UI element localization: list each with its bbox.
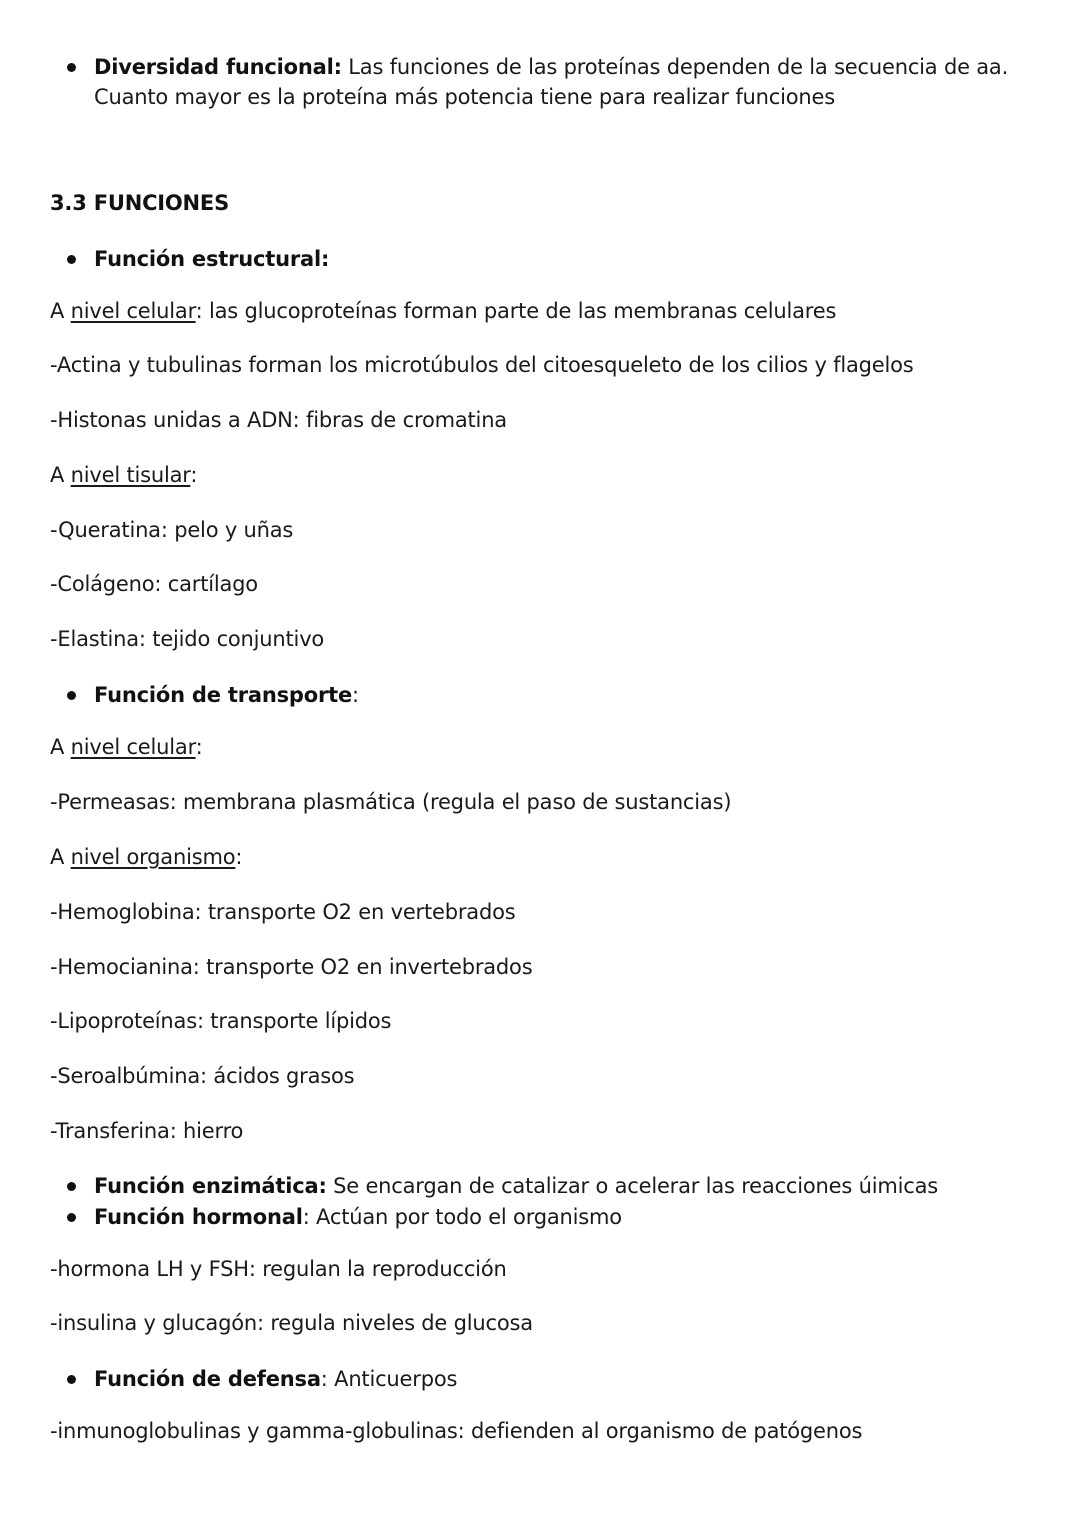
enzimatica-line	[94, 1171, 938, 1201]
transporte-organismo-line	[50, 842, 242, 872]
hormonal-label: Función hormonal	[94, 1205, 303, 1229]
hormonal-text: : Actúan por todo el organismo	[302, 1205, 622, 1229]
colon-text: :	[352, 683, 359, 707]
nivel-organismo-underlined: nivel organismo	[70, 845, 236, 869]
celular-text: : las glucoproteínas forman parte de las membranas celulares	[195, 299, 837, 323]
transporte-heading	[94, 680, 359, 710]
colon-text: :	[235, 845, 243, 869]
transporte-line-6: -Transferina: hierro	[50, 1119, 244, 1143]
section-title: 3.3 FUNCIONES	[50, 191, 230, 215]
nivel-celular-underlined: nivel celular	[70, 735, 196, 759]
bullet-dot	[67, 63, 76, 72]
bullet-dot	[67, 1182, 76, 1191]
colon-text: :	[190, 463, 198, 487]
prefix-text: A	[50, 299, 71, 323]
diversidad-text-continued: Cuanto mayor es la proteína más potencia tiene para realizar funciones	[94, 85, 835, 109]
bullet-dot	[67, 1213, 76, 1222]
estructural-label: Función estructural:	[94, 247, 330, 271]
prefix-text: A	[50, 735, 71, 759]
colon-text: :	[195, 735, 203, 759]
estructural-line-3: -Queratina: pelo y uñas	[50, 518, 294, 542]
estructural-tisular-line	[50, 460, 197, 490]
bullet-dot	[67, 691, 76, 700]
transporte-line-2: -Hemoglobina: transporte O2 en vertebrados	[50, 900, 516, 924]
enzimatica-text: Se encargan de catalizar o acelerar las reacciones úimicas	[326, 1174, 938, 1198]
estructural-line-2: -Histonas unidas a ADN: fibras de cromatina	[50, 408, 507, 432]
estructural-line-5: -Elastina: tejido conjuntivo	[50, 627, 325, 651]
nivel-celular-underlined: nivel celular	[70, 299, 196, 323]
estructural-line-4: -Colágeno: cartílago	[50, 572, 258, 596]
bullet-dot	[67, 1375, 76, 1384]
defensa-line	[94, 1364, 457, 1394]
bullet-dot	[67, 255, 76, 264]
estructural-line-1: -Actina y tubulinas forman los microtúbulos del citoesqueleto de los cilios y flagelos	[50, 353, 914, 377]
diversidad-label: Diversidad funcional:	[94, 55, 342, 79]
nivel-tisular-underlined: nivel tisular	[70, 463, 191, 487]
transporte-label: Función de transporte	[94, 683, 353, 707]
estructural-celular-line	[50, 296, 836, 326]
transporte-line-5: -Seroalbúmina: ácidos grasos	[50, 1064, 355, 1088]
hormonal-line-1: -hormona LH y FSH: regulan la reproducción	[50, 1257, 507, 1281]
transporte-line-4: -Lipoproteínas: transporte lípidos	[50, 1009, 392, 1033]
transporte-celular-line	[50, 732, 203, 762]
diversidad-text: Las funciones de las proteínas dependen de la secuencia de aa.	[341, 55, 1009, 79]
hormonal-line	[94, 1202, 622, 1232]
prefix-text: A	[50, 845, 71, 869]
defensa-text: : Anticuerpos	[320, 1367, 458, 1391]
enzimatica-label: Función enzimática:	[94, 1174, 327, 1198]
hormonal-line-2: -insulina y glucagón: regula niveles de glucosa	[50, 1311, 533, 1335]
transporte-line-1: -Permeasas: membrana plasmática (regula el paso de sustancias)	[50, 790, 732, 814]
diversidad-line	[94, 52, 1008, 82]
prefix-text: A	[50, 463, 71, 487]
defensa-label: Función de defensa	[94, 1367, 321, 1391]
defensa-line-1: -inmunoglobulinas y gamma-globulinas: defienden al organismo de patógenos	[50, 1419, 863, 1443]
transporte-line-3: -Hemocianina: transporte O2 en invertebrados	[50, 955, 533, 979]
estructural-heading	[94, 244, 329, 274]
